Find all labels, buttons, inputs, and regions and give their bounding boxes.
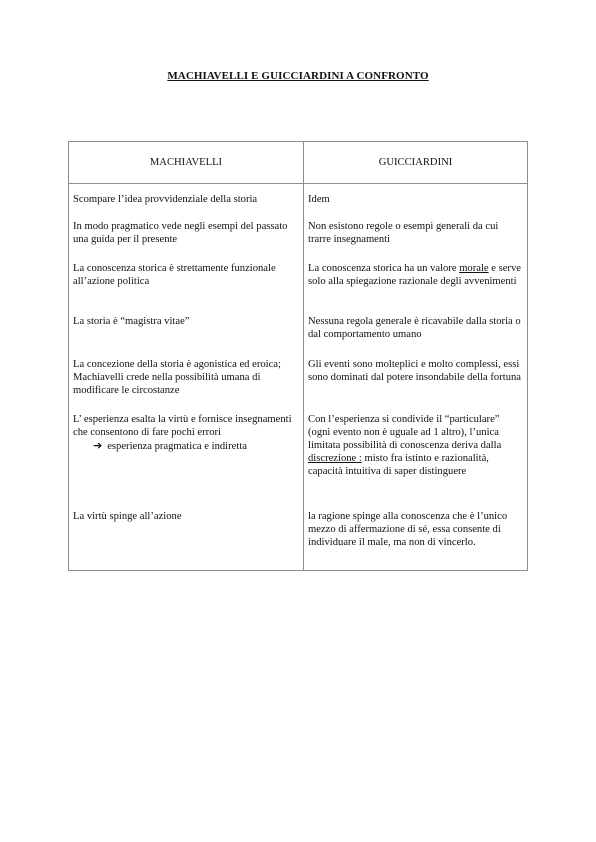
header-machiavelli: MACHIAVELLI: [69, 142, 304, 184]
underlined-term: morale: [459, 263, 489, 274]
guicciardini-column: [304, 184, 528, 571]
arrow-item: ➔ esperienza pragmatica e indiretta: [93, 439, 247, 452]
guicciardini-entry: Non esistono regole o esempi generali da cui trarre insegnamenti: [308, 221, 499, 245]
machiavelli-entry: La storia è “magistra vitae”: [73, 316, 190, 327]
guicciardini-entry: Con l’esperienza si condivide il “particulare” (ogni evento non è uguale ad 1 altro), l’unica limitata possibilità di conoscenza deriva dalla discrezione : misto fra istinto e razionalità, capacità intuitiva di saper distinguere: [308, 414, 502, 477]
guicciardini-entry: Nessuna regola generale è ricavabile dalla storia o dal comportamento umano: [308, 316, 521, 340]
guicciardini-entry: Idem: [308, 194, 330, 205]
table-body-row: [69, 184, 528, 571]
right-arrow-icon: ➔: [93, 439, 103, 452]
guicciardini-entry: La conoscenza storica ha un valore morale e serve solo alla spiegazione razionale degli avvenimenti: [308, 263, 521, 287]
underlined-term: discrezione :: [308, 453, 362, 464]
page-title: MACHIAVELLI E GUICCIARDINI A CONFRONTO: [167, 70, 429, 82]
machiavelli-entry: In modo pragmatico vede negli esempi del passato una guida per il presente: [73, 221, 288, 245]
guicciardini-entry: Gli eventi sono molteplici e molto complessi, essi sono dominati dal potere insondabile della fortuna: [308, 359, 521, 383]
machiavelli-entry: Scompare l’idea provvidenziale della storia: [73, 194, 258, 205]
comparison-table: [68, 141, 528, 571]
machiavelli-column: [69, 184, 304, 571]
table-header-row: [69, 142, 528, 184]
header-guicciardini: GUICCIARDINI: [304, 142, 528, 184]
machiavelli-entry: La concezione della storia è agonistica ed eroica; Machiavelli crede nella possibilità umana di modificare le circostanze: [73, 359, 281, 396]
machiavelli-entry: L’ esperienza esalta la virtù e fornisce insegnamenti che consentono di fare pochi errori ➔ esperienza pragmatica e indiretta: [73, 413, 299, 510]
machiavelli-entry: La virtù spinge all’azione: [73, 511, 182, 522]
machiavelli-entry: La conoscenza storica è strettamente funzionale all’azione politica: [73, 263, 276, 287]
guicciardini-entry: la ragione spinge alla conoscenza che è l’unico mezzo di affermazione di sé, essa consente di individuare il male, ma non di vincerlo.: [308, 511, 508, 548]
